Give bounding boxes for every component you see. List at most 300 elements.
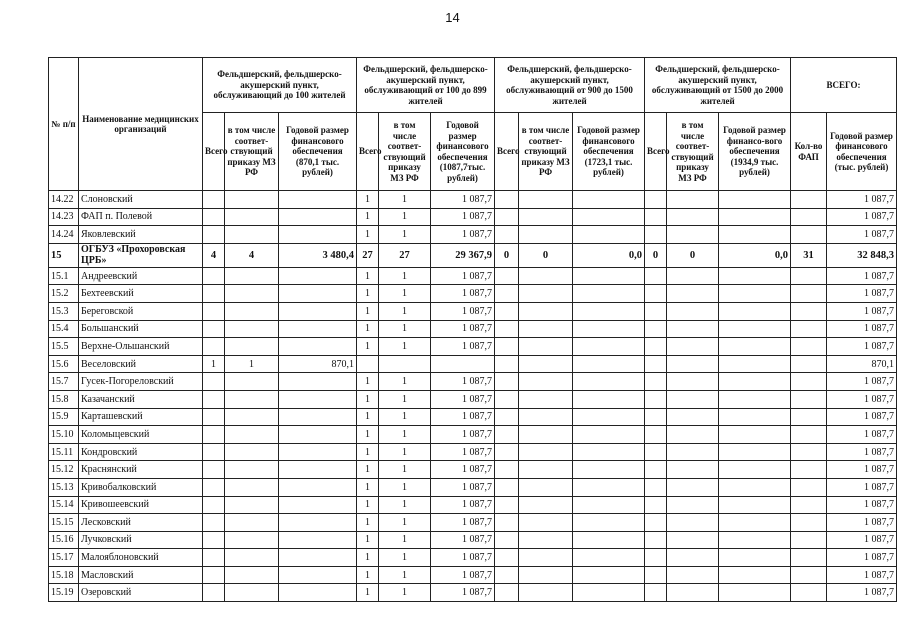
row-value-cell [791, 302, 827, 320]
table-row [49, 267, 897, 285]
header-g4-total: Всего [645, 113, 667, 191]
row-value-cell [279, 390, 357, 408]
row-number: 15.3 [49, 302, 79, 320]
row-value-cell: 1 087,7 [827, 443, 897, 461]
row-value-cell [791, 514, 827, 532]
row-value-cell [225, 226, 279, 244]
row-value-cell [791, 355, 827, 373]
row-organization-name: Лучковский [79, 531, 203, 549]
row-value-cell [279, 566, 357, 584]
row-value-cell: 1 [357, 267, 379, 285]
row-number: 15.15 [49, 514, 79, 532]
row-value-cell [645, 191, 667, 209]
row-value-cell [519, 285, 573, 303]
row-value-cell [573, 584, 645, 602]
row-value-cell [573, 549, 645, 567]
row-value-cell: 1 087,7 [827, 478, 897, 496]
row-value-cell: 1 [357, 478, 379, 496]
row-value-cell: 32 848,3 [827, 243, 897, 267]
row-organization-name: Лесковский [79, 514, 203, 532]
row-value-cell [203, 338, 225, 356]
row-value-cell [519, 191, 573, 209]
row-value-cell [791, 549, 827, 567]
ambulance-points-table [48, 57, 897, 602]
row-value-cell [225, 549, 279, 567]
row-value-cell: 1 087,7 [431, 496, 495, 514]
row-value-cell: 0 [495, 243, 519, 267]
header-name: Наименование медицинских организаций [79, 58, 203, 191]
row-value-cell: 29 367,9 [431, 243, 495, 267]
row-value-cell [573, 267, 645, 285]
row-value-cell: 1 087,7 [827, 373, 897, 391]
table-row [49, 302, 897, 320]
row-value-cell [225, 373, 279, 391]
page-number: 14 [445, 10, 460, 25]
table-row [49, 478, 897, 496]
row-value-cell [645, 443, 667, 461]
table-row [49, 514, 897, 532]
row-value-cell [573, 426, 645, 444]
row-value-cell [203, 531, 225, 549]
row-value-cell [279, 373, 357, 391]
header-group-2: Фельдшерский, фельдшерско-акушерский пункт, обслуживающий от 100 до 899 жителей [357, 58, 495, 113]
row-value-cell: 870,1 [279, 355, 357, 373]
table-row [49, 443, 897, 461]
row-value-cell: 31 [791, 243, 827, 267]
row-value-cell [573, 302, 645, 320]
row-value-cell [645, 226, 667, 244]
row-value-cell [519, 514, 573, 532]
row-organization-name: Яковлевский [79, 226, 203, 244]
row-value-cell [719, 514, 791, 532]
row-value-cell: 1 [357, 208, 379, 226]
row-value-cell: 1 087,7 [431, 408, 495, 426]
row-organization-name: Кондровский [79, 443, 203, 461]
row-number: 15.18 [49, 566, 79, 584]
row-value-cell [645, 285, 667, 303]
row-value-cell: 1 087,7 [431, 426, 495, 444]
table-row [49, 226, 897, 244]
row-value-cell: 1 087,7 [827, 461, 897, 479]
row-value-cell: 1 087,7 [431, 584, 495, 602]
table-body [49, 191, 897, 602]
row-value-cell [573, 566, 645, 584]
row-organization-name: Масловский [79, 566, 203, 584]
header-g2-compliant: в том числе соответ-ствующий приказу МЗ РФ [379, 113, 431, 191]
row-value-cell [495, 208, 519, 226]
row-value-cell [573, 478, 645, 496]
row-value-cell [203, 208, 225, 226]
table-row [49, 320, 897, 338]
row-value-cell [225, 478, 279, 496]
row-value-cell [791, 584, 827, 602]
row-value-cell [667, 461, 719, 479]
row-value-cell: 1 [379, 390, 431, 408]
row-value-cell [225, 566, 279, 584]
row-value-cell: 870,1 [827, 355, 897, 373]
row-value-cell [791, 285, 827, 303]
row-value-cell [203, 390, 225, 408]
row-value-cell [667, 338, 719, 356]
row-value-cell: 1 [379, 267, 431, 285]
row-value-cell: 1 [357, 338, 379, 356]
row-value-cell [279, 320, 357, 338]
row-organization-name: Береговской [79, 302, 203, 320]
row-value-cell [495, 426, 519, 444]
table-row [49, 243, 897, 267]
row-number: 15.5 [49, 338, 79, 356]
row-organization-name: Гусек-Погореловский [79, 373, 203, 391]
row-number: 15.9 [49, 408, 79, 426]
row-number: 15.12 [49, 461, 79, 479]
row-value-cell: 1 [379, 496, 431, 514]
row-value-cell [519, 408, 573, 426]
row-value-cell [279, 267, 357, 285]
row-value-cell: 1 [379, 461, 431, 479]
row-value-cell [719, 285, 791, 303]
row-value-cell [225, 267, 279, 285]
row-value-cell: 1 [379, 426, 431, 444]
header-total-funding: Годовой размер финансового обеспечения (тыс. рублей) [827, 113, 897, 191]
row-value-cell [719, 320, 791, 338]
row-value-cell: 1 [379, 302, 431, 320]
row-value-cell: 1 087,7 [431, 478, 495, 496]
row-value-cell [645, 208, 667, 226]
row-value-cell: 1 [379, 226, 431, 244]
row-value-cell: 1 [379, 584, 431, 602]
row-value-cell [495, 285, 519, 303]
row-value-cell [495, 267, 519, 285]
row-value-cell [645, 320, 667, 338]
row-value-cell [791, 267, 827, 285]
row-value-cell [203, 302, 225, 320]
table-row [49, 566, 897, 584]
row-number: 15.13 [49, 478, 79, 496]
row-value-cell: 1 087,7 [431, 208, 495, 226]
row-value-cell [519, 355, 573, 373]
row-number: 15.7 [49, 373, 79, 391]
row-value-cell [225, 496, 279, 514]
row-value-cell [791, 461, 827, 479]
header-g2-total: Всего [357, 113, 379, 191]
row-organization-name: ОГБУЗ «Прохоровская ЦРБ» [79, 243, 203, 267]
row-value-cell: 1 087,7 [827, 514, 897, 532]
row-value-cell [791, 478, 827, 496]
row-value-cell [645, 426, 667, 444]
row-value-cell [279, 531, 357, 549]
row-value-cell [719, 267, 791, 285]
row-value-cell [203, 443, 225, 461]
row-value-cell [719, 478, 791, 496]
row-value-cell: 1 [357, 461, 379, 479]
row-value-cell [791, 566, 827, 584]
row-value-cell: 1 [379, 191, 431, 209]
row-value-cell [645, 267, 667, 285]
row-value-cell [279, 443, 357, 461]
row-value-cell [667, 549, 719, 567]
row-value-cell: 1 087,7 [827, 584, 897, 602]
row-value-cell: 1 [379, 373, 431, 391]
row-value-cell [667, 285, 719, 303]
row-value-cell [719, 373, 791, 391]
header-g1-total: Всего [203, 113, 225, 191]
row-value-cell: 1 [357, 531, 379, 549]
row-value-cell: 1 [357, 191, 379, 209]
row-value-cell [225, 285, 279, 303]
row-value-cell [719, 566, 791, 584]
row-value-cell: 27 [357, 243, 379, 267]
row-value-cell [645, 496, 667, 514]
row-value-cell [667, 208, 719, 226]
row-organization-name: Кривошеевский [79, 496, 203, 514]
row-value-cell [279, 285, 357, 303]
row-value-cell: 1 [357, 302, 379, 320]
row-value-cell: 1 [357, 408, 379, 426]
row-value-cell [519, 373, 573, 391]
row-organization-name: Верхне-Ольшанский [79, 338, 203, 356]
row-value-cell: 1 087,7 [827, 566, 897, 584]
row-value-cell [791, 390, 827, 408]
row-value-cell: 1 087,7 [827, 226, 897, 244]
row-value-cell [495, 390, 519, 408]
row-number: 15.8 [49, 390, 79, 408]
row-value-cell: 1 087,7 [431, 320, 495, 338]
row-value-cell: 1 [379, 566, 431, 584]
row-value-cell [667, 267, 719, 285]
row-value-cell [719, 496, 791, 514]
row-value-cell [519, 426, 573, 444]
row-value-cell [203, 514, 225, 532]
row-organization-name: Казачанский [79, 390, 203, 408]
row-value-cell: 0 [645, 243, 667, 267]
row-value-cell [431, 355, 495, 373]
row-value-cell: 1 [379, 514, 431, 532]
row-value-cell: 1 087,7 [431, 226, 495, 244]
row-value-cell [667, 531, 719, 549]
row-value-cell [719, 408, 791, 426]
row-number: 15 [49, 243, 79, 267]
row-value-cell [519, 478, 573, 496]
row-value-cell [495, 302, 519, 320]
row-value-cell [573, 320, 645, 338]
table-row [49, 390, 897, 408]
row-value-cell [279, 408, 357, 426]
row-number: 15.14 [49, 496, 79, 514]
table-row [49, 285, 897, 303]
row-value-cell [667, 191, 719, 209]
header-g2-funding: Годовой размер финансового обеспечения (1087,7тыс. рублей) [431, 113, 495, 191]
row-value-cell [279, 302, 357, 320]
row-value-cell: 1 087,7 [827, 338, 897, 356]
row-number: 15.19 [49, 584, 79, 602]
row-number: 15.6 [49, 355, 79, 373]
row-value-cell [495, 408, 519, 426]
row-value-cell [279, 461, 357, 479]
row-value-cell [279, 208, 357, 226]
row-value-cell: 1 087,7 [431, 267, 495, 285]
table-row [49, 208, 897, 226]
row-value-cell [719, 426, 791, 444]
row-value-cell [495, 514, 519, 532]
table-row [49, 373, 897, 391]
table-row [49, 549, 897, 567]
row-value-cell [225, 408, 279, 426]
header-group-3: Фельдшерский, фельдшерско-акушерский пункт, обслуживающий от 900 до 1500 жителей [495, 58, 645, 113]
row-value-cell [573, 226, 645, 244]
row-value-cell [495, 531, 519, 549]
row-value-cell [645, 584, 667, 602]
header-g4-funding: Годовой размер финансо-вого обеспечения (1934,9 тыс. рублей) [719, 113, 791, 191]
row-value-cell [573, 191, 645, 209]
row-value-cell [225, 531, 279, 549]
row-value-cell: 1 087,7 [431, 566, 495, 584]
table-row [49, 408, 897, 426]
row-value-cell: 1 087,7 [827, 549, 897, 567]
row-value-cell [519, 531, 573, 549]
row-value-cell: 1 087,7 [827, 191, 897, 209]
row-value-cell [495, 461, 519, 479]
row-value-cell: 1 087,7 [431, 373, 495, 391]
row-value-cell: 1 [225, 355, 279, 373]
row-value-cell [667, 226, 719, 244]
row-value-cell [203, 496, 225, 514]
row-value-cell: 1 087,7 [431, 443, 495, 461]
row-value-cell [645, 549, 667, 567]
row-value-cell [719, 191, 791, 209]
row-value-cell [495, 191, 519, 209]
row-value-cell [203, 549, 225, 567]
row-value-cell: 1 [357, 549, 379, 567]
row-value-cell: 4 [225, 243, 279, 267]
row-value-cell [719, 531, 791, 549]
row-value-cell [719, 443, 791, 461]
row-value-cell [791, 373, 827, 391]
row-value-cell [279, 514, 357, 532]
row-value-cell: 0,0 [573, 243, 645, 267]
row-organization-name: Озеровский [79, 584, 203, 602]
row-value-cell [645, 390, 667, 408]
row-value-cell: 1 [357, 426, 379, 444]
row-value-cell [645, 408, 667, 426]
row-value-cell: 27 [379, 243, 431, 267]
row-value-cell [667, 426, 719, 444]
row-value-cell: 3 480,4 [279, 243, 357, 267]
row-value-cell [279, 496, 357, 514]
row-value-cell [791, 226, 827, 244]
row-value-cell [573, 531, 645, 549]
row-value-cell [279, 549, 357, 567]
row-value-cell [719, 226, 791, 244]
row-value-cell [495, 443, 519, 461]
row-value-cell [225, 426, 279, 444]
row-value-cell [573, 514, 645, 532]
row-value-cell [645, 514, 667, 532]
header-g3-total: Всего [495, 113, 519, 191]
row-value-cell [279, 226, 357, 244]
row-organization-name: Веселовский [79, 355, 203, 373]
row-value-cell: 1 [379, 549, 431, 567]
row-value-cell [519, 549, 573, 567]
row-value-cell [719, 338, 791, 356]
row-value-cell [791, 443, 827, 461]
row-organization-name: Карташевский [79, 408, 203, 426]
table-row [49, 426, 897, 444]
row-value-cell [573, 390, 645, 408]
row-value-cell [203, 478, 225, 496]
row-value-cell [667, 584, 719, 602]
row-value-cell: 1 [357, 373, 379, 391]
header-group-1: Фельдшерский, фельдшерско-акушерский пункт, обслуживающий до 100 жителей [203, 58, 357, 113]
row-value-cell [667, 355, 719, 373]
row-value-cell [495, 320, 519, 338]
row-value-cell [519, 390, 573, 408]
row-value-cell: 1 [379, 443, 431, 461]
row-value-cell [203, 373, 225, 391]
row-value-cell [225, 584, 279, 602]
row-number: 15.16 [49, 531, 79, 549]
row-value-cell [495, 355, 519, 373]
row-value-cell: 1 [357, 584, 379, 602]
header-g1-funding: Годовой размер финансового обеспечения (870,1 тыс. рублей) [279, 113, 357, 191]
row-value-cell [519, 208, 573, 226]
row-value-cell [225, 514, 279, 532]
row-value-cell [357, 355, 379, 373]
table-row [49, 355, 897, 373]
row-value-cell [379, 355, 431, 373]
row-value-cell [203, 584, 225, 602]
row-organization-name: Краснянский [79, 461, 203, 479]
row-value-cell [791, 496, 827, 514]
row-value-cell [225, 390, 279, 408]
header-g1-compliant: в том числе соответ-ствующий приказу МЗ РФ [225, 113, 279, 191]
row-value-cell: 1 087,7 [827, 302, 897, 320]
row-value-cell: 1 087,7 [431, 514, 495, 532]
row-value-cell [667, 443, 719, 461]
row-organization-name: Большанский [79, 320, 203, 338]
row-value-cell: 1 [379, 478, 431, 496]
row-value-cell: 1 087,7 [431, 302, 495, 320]
row-value-cell [495, 373, 519, 391]
row-value-cell [519, 584, 573, 602]
row-value-cell [645, 478, 667, 496]
row-value-cell [645, 566, 667, 584]
header-num: № п/п [49, 58, 79, 191]
row-value-cell [225, 443, 279, 461]
row-value-cell [791, 408, 827, 426]
row-value-cell [495, 478, 519, 496]
row-value-cell [225, 461, 279, 479]
row-value-cell [645, 338, 667, 356]
row-value-cell [573, 355, 645, 373]
row-value-cell [519, 338, 573, 356]
row-organization-name: Слоновский [79, 191, 203, 209]
row-value-cell [719, 390, 791, 408]
row-value-cell [667, 320, 719, 338]
header-g3-compliant: в том числе соответ-ствующий приказу МЗ РФ [519, 113, 573, 191]
row-value-cell [791, 208, 827, 226]
row-value-cell [719, 549, 791, 567]
row-value-cell: 1 087,7 [827, 496, 897, 514]
row-value-cell: 0,0 [719, 243, 791, 267]
row-organization-name: Коломыцевский [79, 426, 203, 444]
row-organization-name: Кривобалковский [79, 478, 203, 496]
table-row [49, 496, 897, 514]
row-value-cell [495, 549, 519, 567]
row-value-cell [645, 373, 667, 391]
row-value-cell [719, 302, 791, 320]
row-value-cell: 4 [203, 243, 225, 267]
row-value-cell [203, 226, 225, 244]
